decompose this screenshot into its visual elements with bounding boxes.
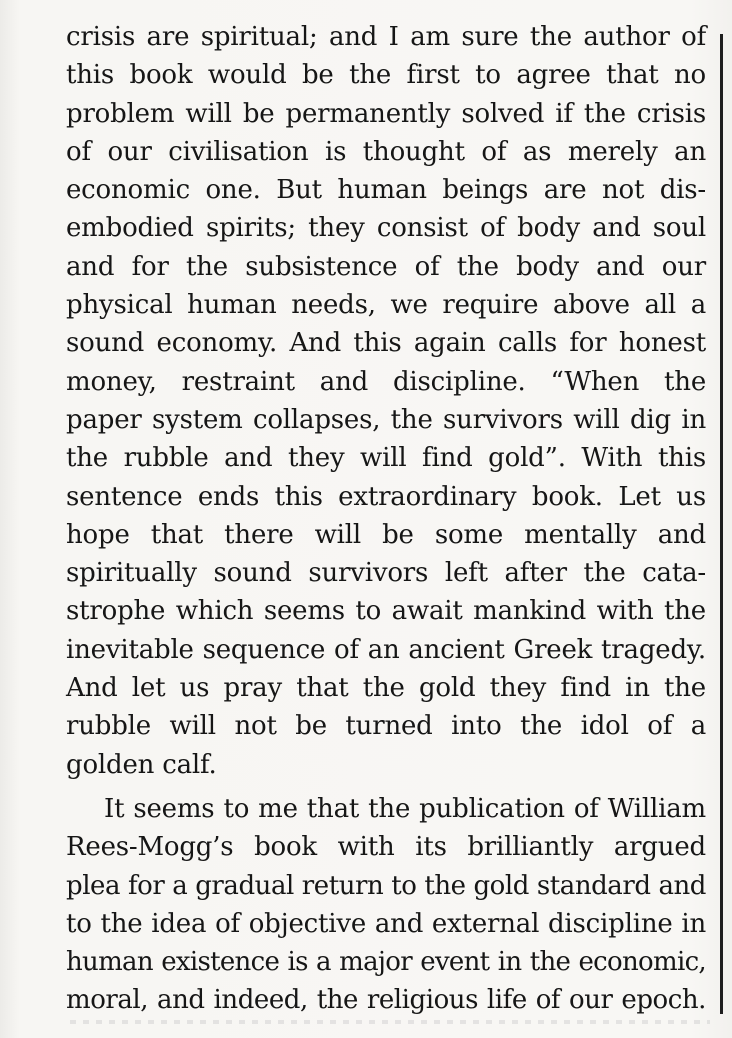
text-line: the rubble and they will find gold”. With this [66, 443, 706, 474]
text-line: It seems to me that the publication of William [104, 793, 706, 824]
text-line: economic one. But human beings are not dis- [66, 175, 706, 206]
margin-rule [720, 34, 723, 1014]
text-line: sentence ends this extraordinary book. Let us [66, 481, 706, 512]
text-line: money, restraint and discipline. “When the [66, 366, 706, 397]
paragraph-1 [66, 18, 706, 784]
paragraph-2 [66, 790, 706, 1020]
text-line: problem will be permanently solved if the crisis [66, 98, 706, 129]
body-text [66, 18, 706, 1020]
text-line: moral, and indeed, the religious life of our epoch. [66, 985, 706, 1016]
text-line: inevitable sequence of an ancient Greek tragedy. [66, 634, 706, 665]
text-line: golden calf. [66, 749, 217, 780]
text-line: human existence is a major event in the economic, [66, 947, 706, 978]
text-line: embodied spirits; they consist of body and soul [66, 213, 706, 244]
text-line: hope that there will be some mentally and [66, 519, 706, 550]
text-line: crisis are spiritual; and I am sure the author of [66, 22, 706, 52]
text-line: And let us pray that the gold they find in the [66, 673, 706, 704]
text-line: to the idea of objective and external discipline in [66, 908, 706, 939]
text-line: strophe which seems to await mankind with the [66, 596, 706, 627]
text-line: spiritually sound survivors left after the cata- [66, 558, 706, 589]
text-line: Rees-Mogg’s book with its brilliantly argued [66, 832, 706, 863]
text-line: paper system collapses, the survivors will dig in [66, 404, 706, 435]
text-line: and for the subsistence of the body and our [66, 251, 706, 282]
text-line: plea for a gradual return to the gold standard and [66, 870, 706, 901]
text-line: of our civilisation is thought of as merely an [66, 136, 706, 167]
text-line: this book would be the first to agree that no [66, 60, 706, 91]
text-line: physical human needs, we require above all a [66, 290, 706, 321]
text-line: sound economy. And this again calls for honest [66, 328, 706, 359]
page-bottom-edge [70, 1020, 710, 1024]
text-line: rubble will not be turned into the idol of a [66, 711, 706, 742]
